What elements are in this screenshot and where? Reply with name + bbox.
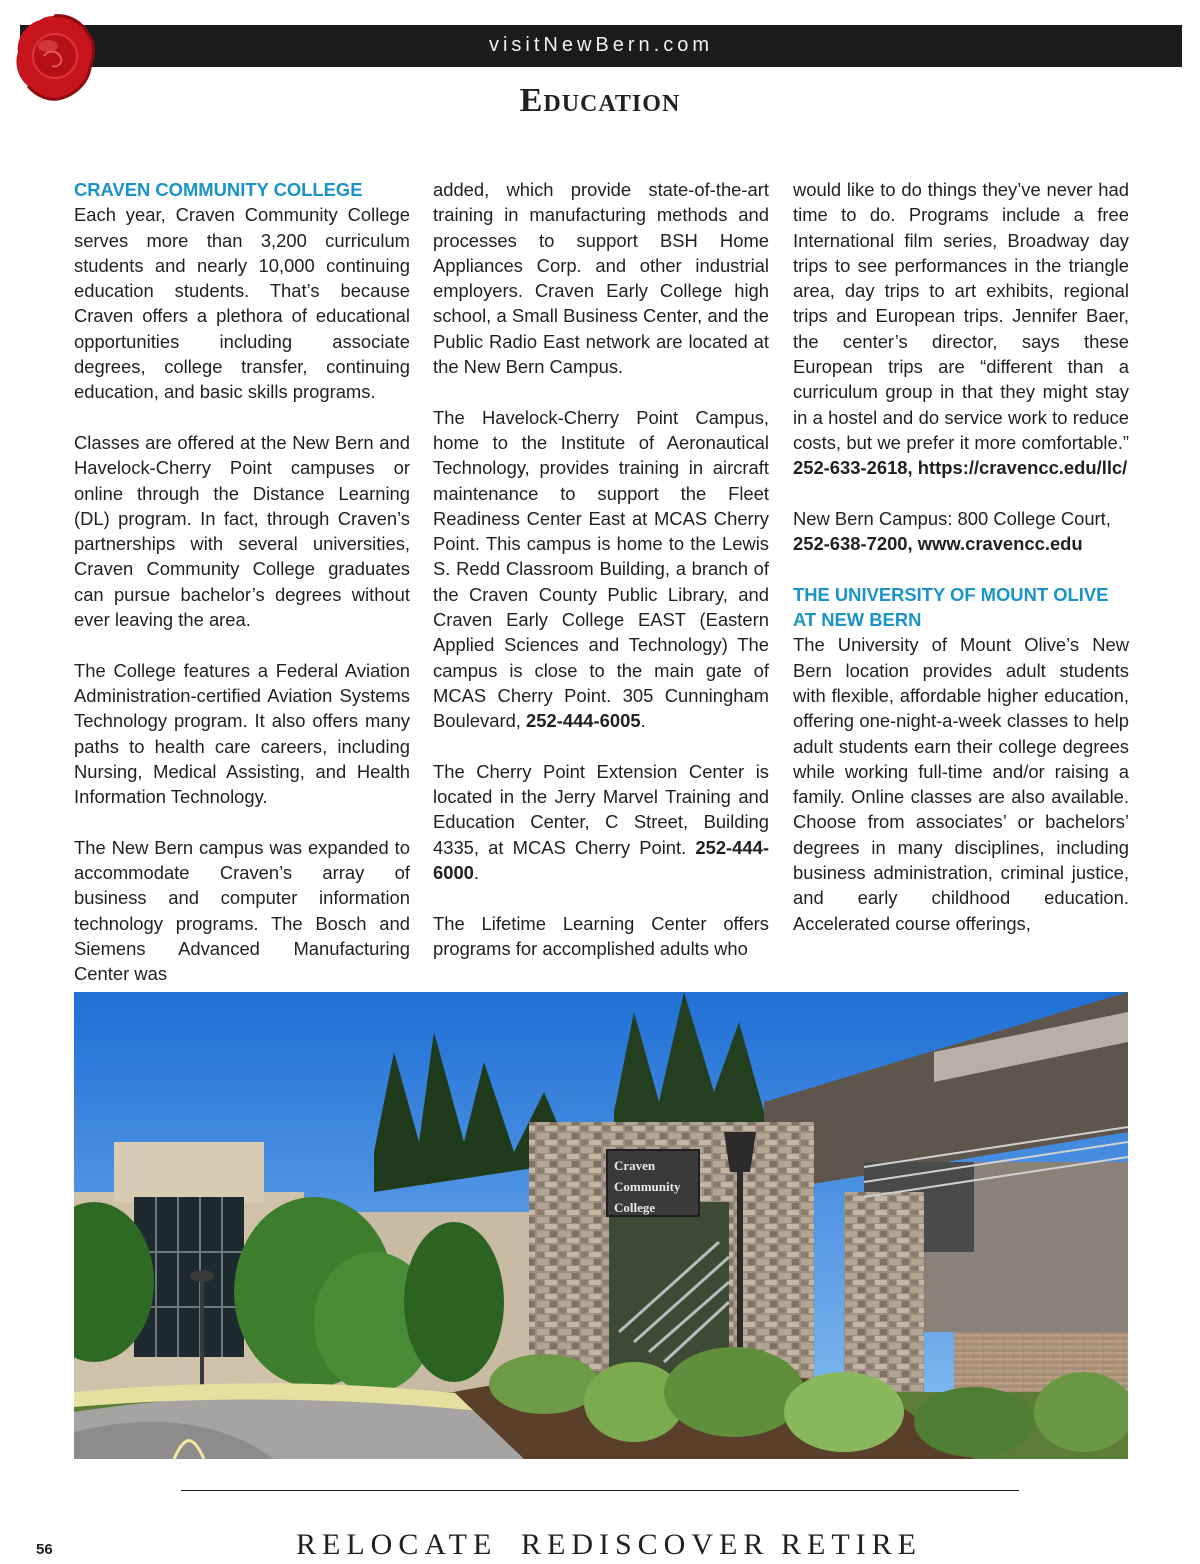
header-bar [20, 25, 1182, 67]
article-column-1 [74, 177, 410, 987]
article-column-3 [793, 177, 1129, 936]
paragraph: The University of Mount Olive’s New Bern location provides adult students with flexible, affordable higher education, offering one-night-a-week classes to help adult students earn their college degrees while working full-time and/or raising a family. Online classes are also available. Choose from associates’ or bachelors’ degrees in many disciplines, including business administration, criminal justice, and early childhood education. Accelerated course offerings, [793, 634, 1129, 934]
sign-text-line-1: Craven [614, 1158, 656, 1173]
tagline-retire: RETIRE [781, 1528, 922, 1561]
page-title: Education [519, 82, 681, 119]
page-number: 56 [36, 1541, 53, 1558]
paragraph [793, 506, 1129, 557]
site-url: visitNewBern.com [488, 34, 714, 56]
campus-photo [74, 992, 1128, 1459]
paragraph-text: The Cherry Point Extension Center is located in the Jerry Marvel Training and Education Center, C Street, Building 4335, at MCAS Cherry Point. [433, 760, 769, 858]
paragraph-text: The Havelock-Cherry Point Campus, home to the Institute of Aeronautical Technology, provides training in aircraft maintenance to support the Fleet Readiness Center East at MCAS Cherry Point. This campus is home to the Lewis S. Redd Classroom Building, a branch of the Craven County Public Library, and Craven Early College EAST (Eastern Applied Sciences and Technology) The campus is close to the main gate of MCAS Cherry Point. 305 Cunningham Boulevard, [433, 406, 769, 732]
paragraph: The New Bern campus was expanded to accommodate Craven’s array of business and computer information technology programs. The Bosch and Siemens Advanced Manufacturing Center was [74, 836, 410, 985]
sign-text-line-2: Community [614, 1179, 681, 1194]
footer-divider [181, 1490, 1019, 1491]
paragraph [433, 405, 769, 734]
section-heading-craven: CRAVEN COMMUNITY COLLEGE [74, 179, 363, 200]
section-heading-mount-olive: THE UNIVERSITY OF MOUNT OLIVE AT NEW BERN [793, 583, 1109, 631]
contact-info: 252-638-7200, www.cravencc.edu [793, 533, 1083, 555]
paragraph: The Lifetime Learning Center offers programs for accomplished adults who [433, 912, 769, 959]
paragraph: The College features a Federal Aviation Administration-certified Aviation Systems Technology program. It also offers many paths to health care careers, including Nursing, Medical Assisting, and Health Information Technology. [74, 659, 410, 808]
paragraph [433, 759, 769, 885]
sign-text-line-3: College [614, 1200, 656, 1215]
contact-info: 252-633-2618, https://cravencc.edu/llc/ [793, 457, 1128, 479]
phone-number: 252-444-6000 [433, 836, 769, 884]
punctuation: . [640, 710, 646, 732]
tagline-relocate: RELOCATE [296, 1528, 498, 1561]
paragraph-text: New Bern Campus: 800 College Court, [793, 507, 1111, 529]
paragraph-text: would like to do things they’ve never had time to do. Programs include a free International film series, Broadway day trips to see performances in the triangle area, day trips to art exhibits, regional trips and European trips. Jennifer Baer, the center’s director, says these European trips are “different than a curriculum group in that they might stay in a hostel and do service work to reduce costs, but we prefer it more comfortable.” [793, 179, 1129, 453]
paragraph [793, 177, 1129, 481]
paragraph: added, which provide state-of-the-art training in manufacturing methods and processes to support BSH Home Appliances Corp. and other industrial employers. Craven Early College high school, a Small Business Center, and the Public Radio East network are located at the New Bern Campus. [433, 179, 769, 378]
punctuation: . [473, 862, 480, 884]
tagline-rediscover: REDISCOVER [521, 1528, 770, 1561]
phone-number: 252-444-6005 [526, 710, 641, 732]
paragraph: Classes are offered at the New Bern and Havelock-Cherry Point campuses or online through the Distance Learning (DL) program. In fact, through Craven’s partnerships with several universities, Craven Community College graduates can pursue bachelor’s degrees without ever leaving the area. [74, 431, 410, 631]
paragraph: Each year, Craven Community College serves more than 3,200 curriculum students and nearly 10,000 continuing education students. That’s because Craven offers a plethora of educational opportunities including associate degrees, college transfer, continuing education, and basic skills programs. [74, 204, 410, 403]
article-column-2 [433, 177, 769, 961]
